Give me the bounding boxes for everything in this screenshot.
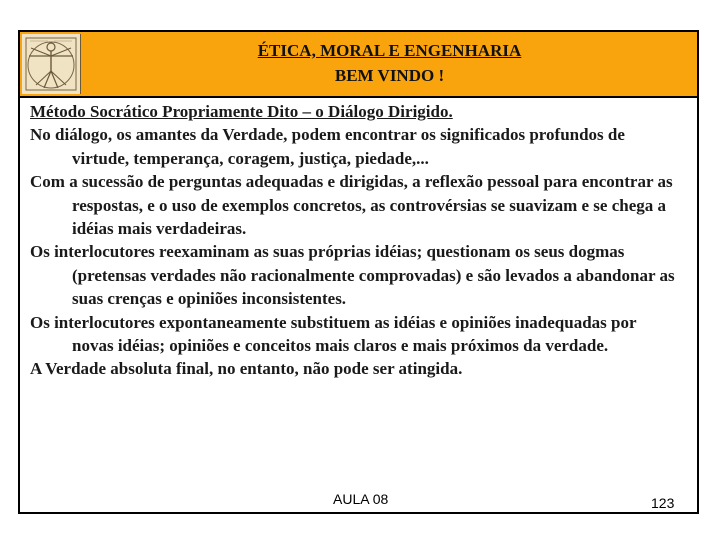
footer-course-label: AULA 08 [333,491,389,507]
slide-content [30,100,680,381]
bullet-paragraph: Com a sucessão de perguntas adequadas e dirigidas, a reflexão pessoal para encontrar as respostas, e o uso de exemplos concretos, as controvérsias se suavizam e se chega a idéias mais verdadeiras. [30,172,673,239]
bullet-paragraph: No diálogo, os amantes da Verdade, podem encontrar os significados profundos de virtude, temperança, coragem, justiça, piedade,... [30,125,625,168]
footer-page-number: 123 [651,495,675,511]
bullet-paragraph: Os interlocutores expontaneamente substituem as idéias e opiniões inadequadas por novas idéias; opiniões e conceitos mais claros e mais próximos da verdade. [30,312,637,356]
page-subtitle: BEM VINDO ! [334,66,445,85]
bullet-paragraph: Os interlocutores reexaminam as suas próprias idéias; questionam os seus dogmas (pretensas verdades não racionalmente comprovadas) e são levados a abandonar as suas crenças e opiniões inconsistentes. [30,242,675,309]
vitruvian-man-icon [22,34,81,94]
header-title-block [82,38,697,88]
section-heading: Método Socrático Propriamente Dito – o Diálogo Dirigido. [30,102,453,121]
page-title: ÉTICA, MORAL E ENGENHARIA [257,41,522,60]
bullet-paragraph: A Verdade absoluta final, no entanto, não pode ser atingida. [30,359,463,379]
header-bar [20,32,697,98]
